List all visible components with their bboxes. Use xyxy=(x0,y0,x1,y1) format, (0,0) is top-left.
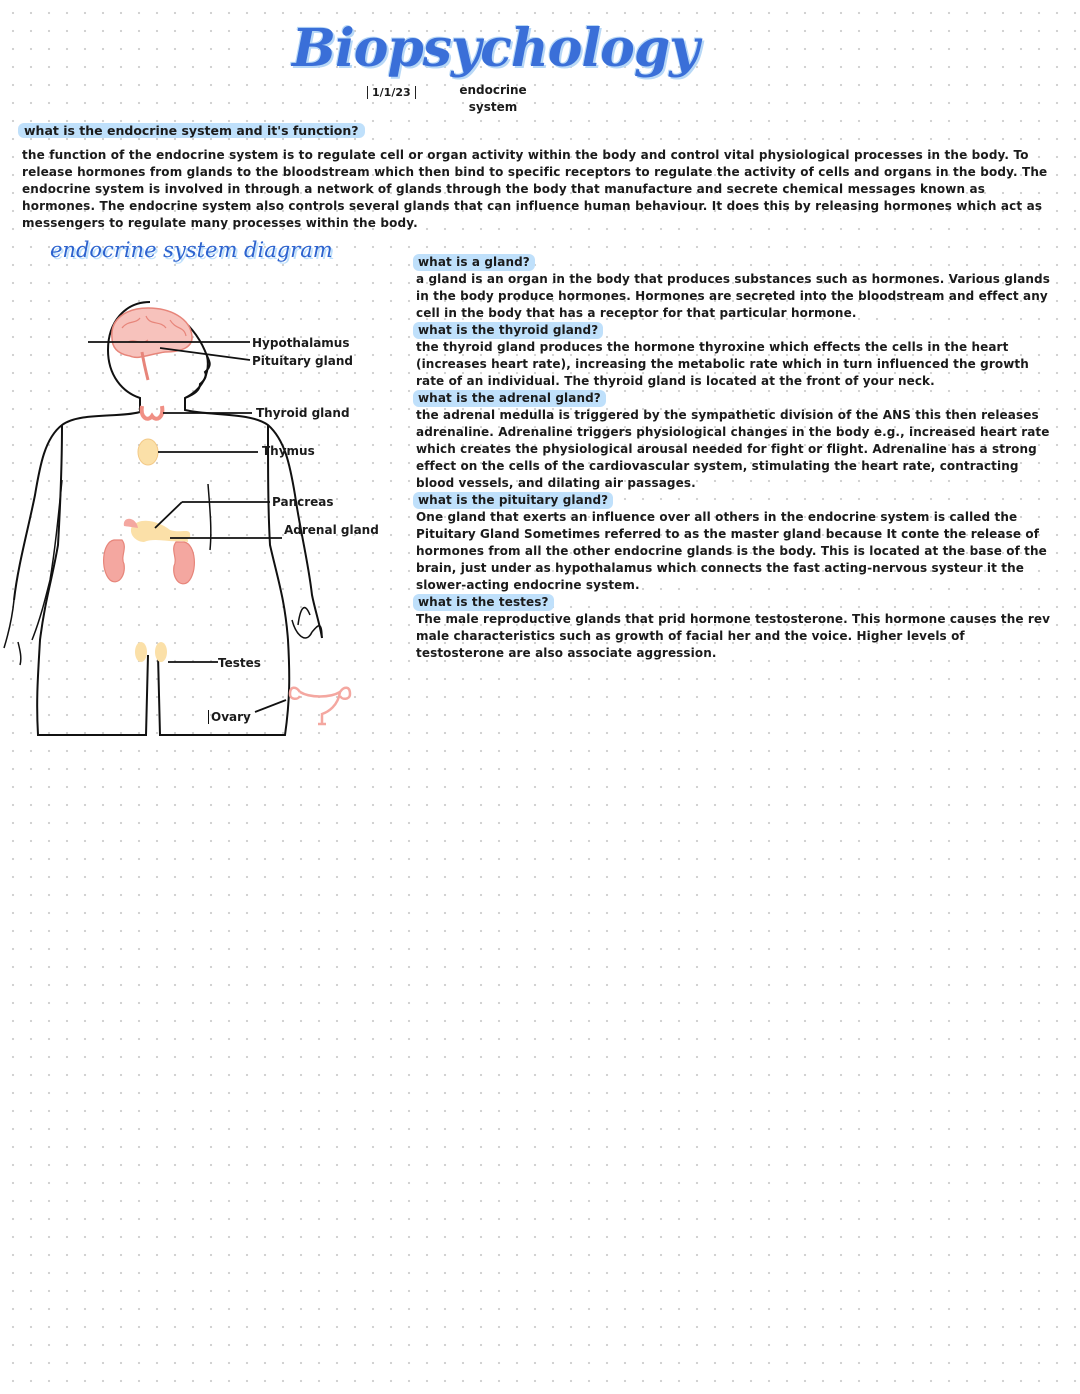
qa-answer: the adrenal medulla is triggered by the sympathetic division of the ANS this then releases adrenaline. Adrenaline triggers physiological changes in the body e.g., increased heart rate which creates the physiological arousal needed for fight or flight. Adrenaline has a strong effect on the cells of the cardiovascular system, stimulating the heart rate, contracting blood vessels, and dilating air passages. xyxy=(416,408,1050,490)
qa-answer: The male reproductive glands that prid hormone testosterone. This hormone causes the rev male characteristics such as growth of facial her and the voice. Higher levels of testosterone are also associate aggression. xyxy=(416,612,1051,660)
qa-answer: a gland is an organ in the body that produces substances such as hormones. Various glands in the body produce hormones. Hormones are secreted into the bloodstream and effect any cell in the body that has a receptor for that particular hormone. xyxy=(416,272,1050,320)
qa-question: what is the adrenal gland? xyxy=(413,390,606,407)
thyroid xyxy=(142,406,163,419)
qa-item xyxy=(413,254,1053,322)
qa-item xyxy=(413,390,1053,492)
intro-paragraph: the function of the endocrine system is to regulate cell or organ activity within the body and control vital physiological processes in the body. To release hormones from glands to the bloodstream which then bind to specific receptors to regulate the activity of cells and organs in the body. The endocrine system is involved in through a network of glands through the body that manufacture and secrete chemical messages known as hormones. The endocrine system also controls several glands that can influence human behaviour. It does this by releasing hormones which act as messengers to regulate many processes within the body. xyxy=(22,148,1048,230)
label-pancreas: Pancreas xyxy=(272,495,334,509)
label-hypothalamus: Hypothalamus xyxy=(252,336,350,350)
torso-left xyxy=(37,425,148,735)
left-hand xyxy=(4,600,21,665)
label-thymus: Thymus xyxy=(262,444,315,458)
endocrine-diagram xyxy=(0,280,400,750)
intro-question: what is the endocrine system and it's function? xyxy=(18,123,365,138)
label-pituitary-gland: Pituitary gland xyxy=(252,354,353,368)
qa-section xyxy=(413,254,1053,662)
qa-answer: the thyroid gland produces the hormone thyroxine which effects the cells in the heart (increases heart rate), increasing the metabolic rate which in turn influenced the growth rate of an individual. The thyroid gland is located at the front of your neck. xyxy=(416,340,1029,388)
subtitle-line-1: endocrine xyxy=(459,83,527,97)
qa-question: what is the testes? xyxy=(413,594,554,611)
spine xyxy=(208,484,211,550)
qa-item xyxy=(413,322,1053,390)
right-hand xyxy=(292,608,322,638)
pancreas-line xyxy=(155,502,182,528)
page-title: Biopsychology xyxy=(292,18,699,79)
body-outline-illustration xyxy=(0,280,400,750)
label-thyroid-gland: Thyroid gland xyxy=(256,406,350,420)
label-adrenal-gland: Adrenal gland xyxy=(284,523,379,537)
arm-inner-left xyxy=(32,480,62,640)
testis-left xyxy=(135,642,147,662)
label-testes: Testes xyxy=(218,656,261,670)
subtitle-line-2: system xyxy=(468,100,518,114)
kidney-right xyxy=(174,542,195,584)
qa-item xyxy=(413,594,1053,662)
ovary-line xyxy=(255,700,286,712)
qa-question: what is a gland? xyxy=(413,254,535,271)
qa-question: what is the pituitary gland? xyxy=(413,492,613,509)
note-date: 1/1/23 xyxy=(367,86,416,99)
adrenal-left xyxy=(124,519,138,528)
label-ovary: Ovary xyxy=(208,710,251,724)
kidney-left xyxy=(104,540,125,582)
qa-item xyxy=(413,492,1053,594)
qa-question: what is the thyroid gland? xyxy=(413,322,603,339)
diagram-title: endocrine system diagram xyxy=(50,238,333,262)
ovary-uterus xyxy=(290,688,350,724)
testis-right xyxy=(155,642,167,662)
qa-answer: One gland that exerts an influence over all others in the endocrine system is called the Pituitary Gland Sometimes referred to as the master gland because It conte the release of hormones from all the other endocrine glands is the body. This is located at the base of the brain, just under as hypothalamus which connects the fast acting-nervous systeur it the slower-acting endocrine system. xyxy=(416,510,1047,592)
thymus xyxy=(138,439,158,465)
page-subtitle xyxy=(448,82,538,116)
